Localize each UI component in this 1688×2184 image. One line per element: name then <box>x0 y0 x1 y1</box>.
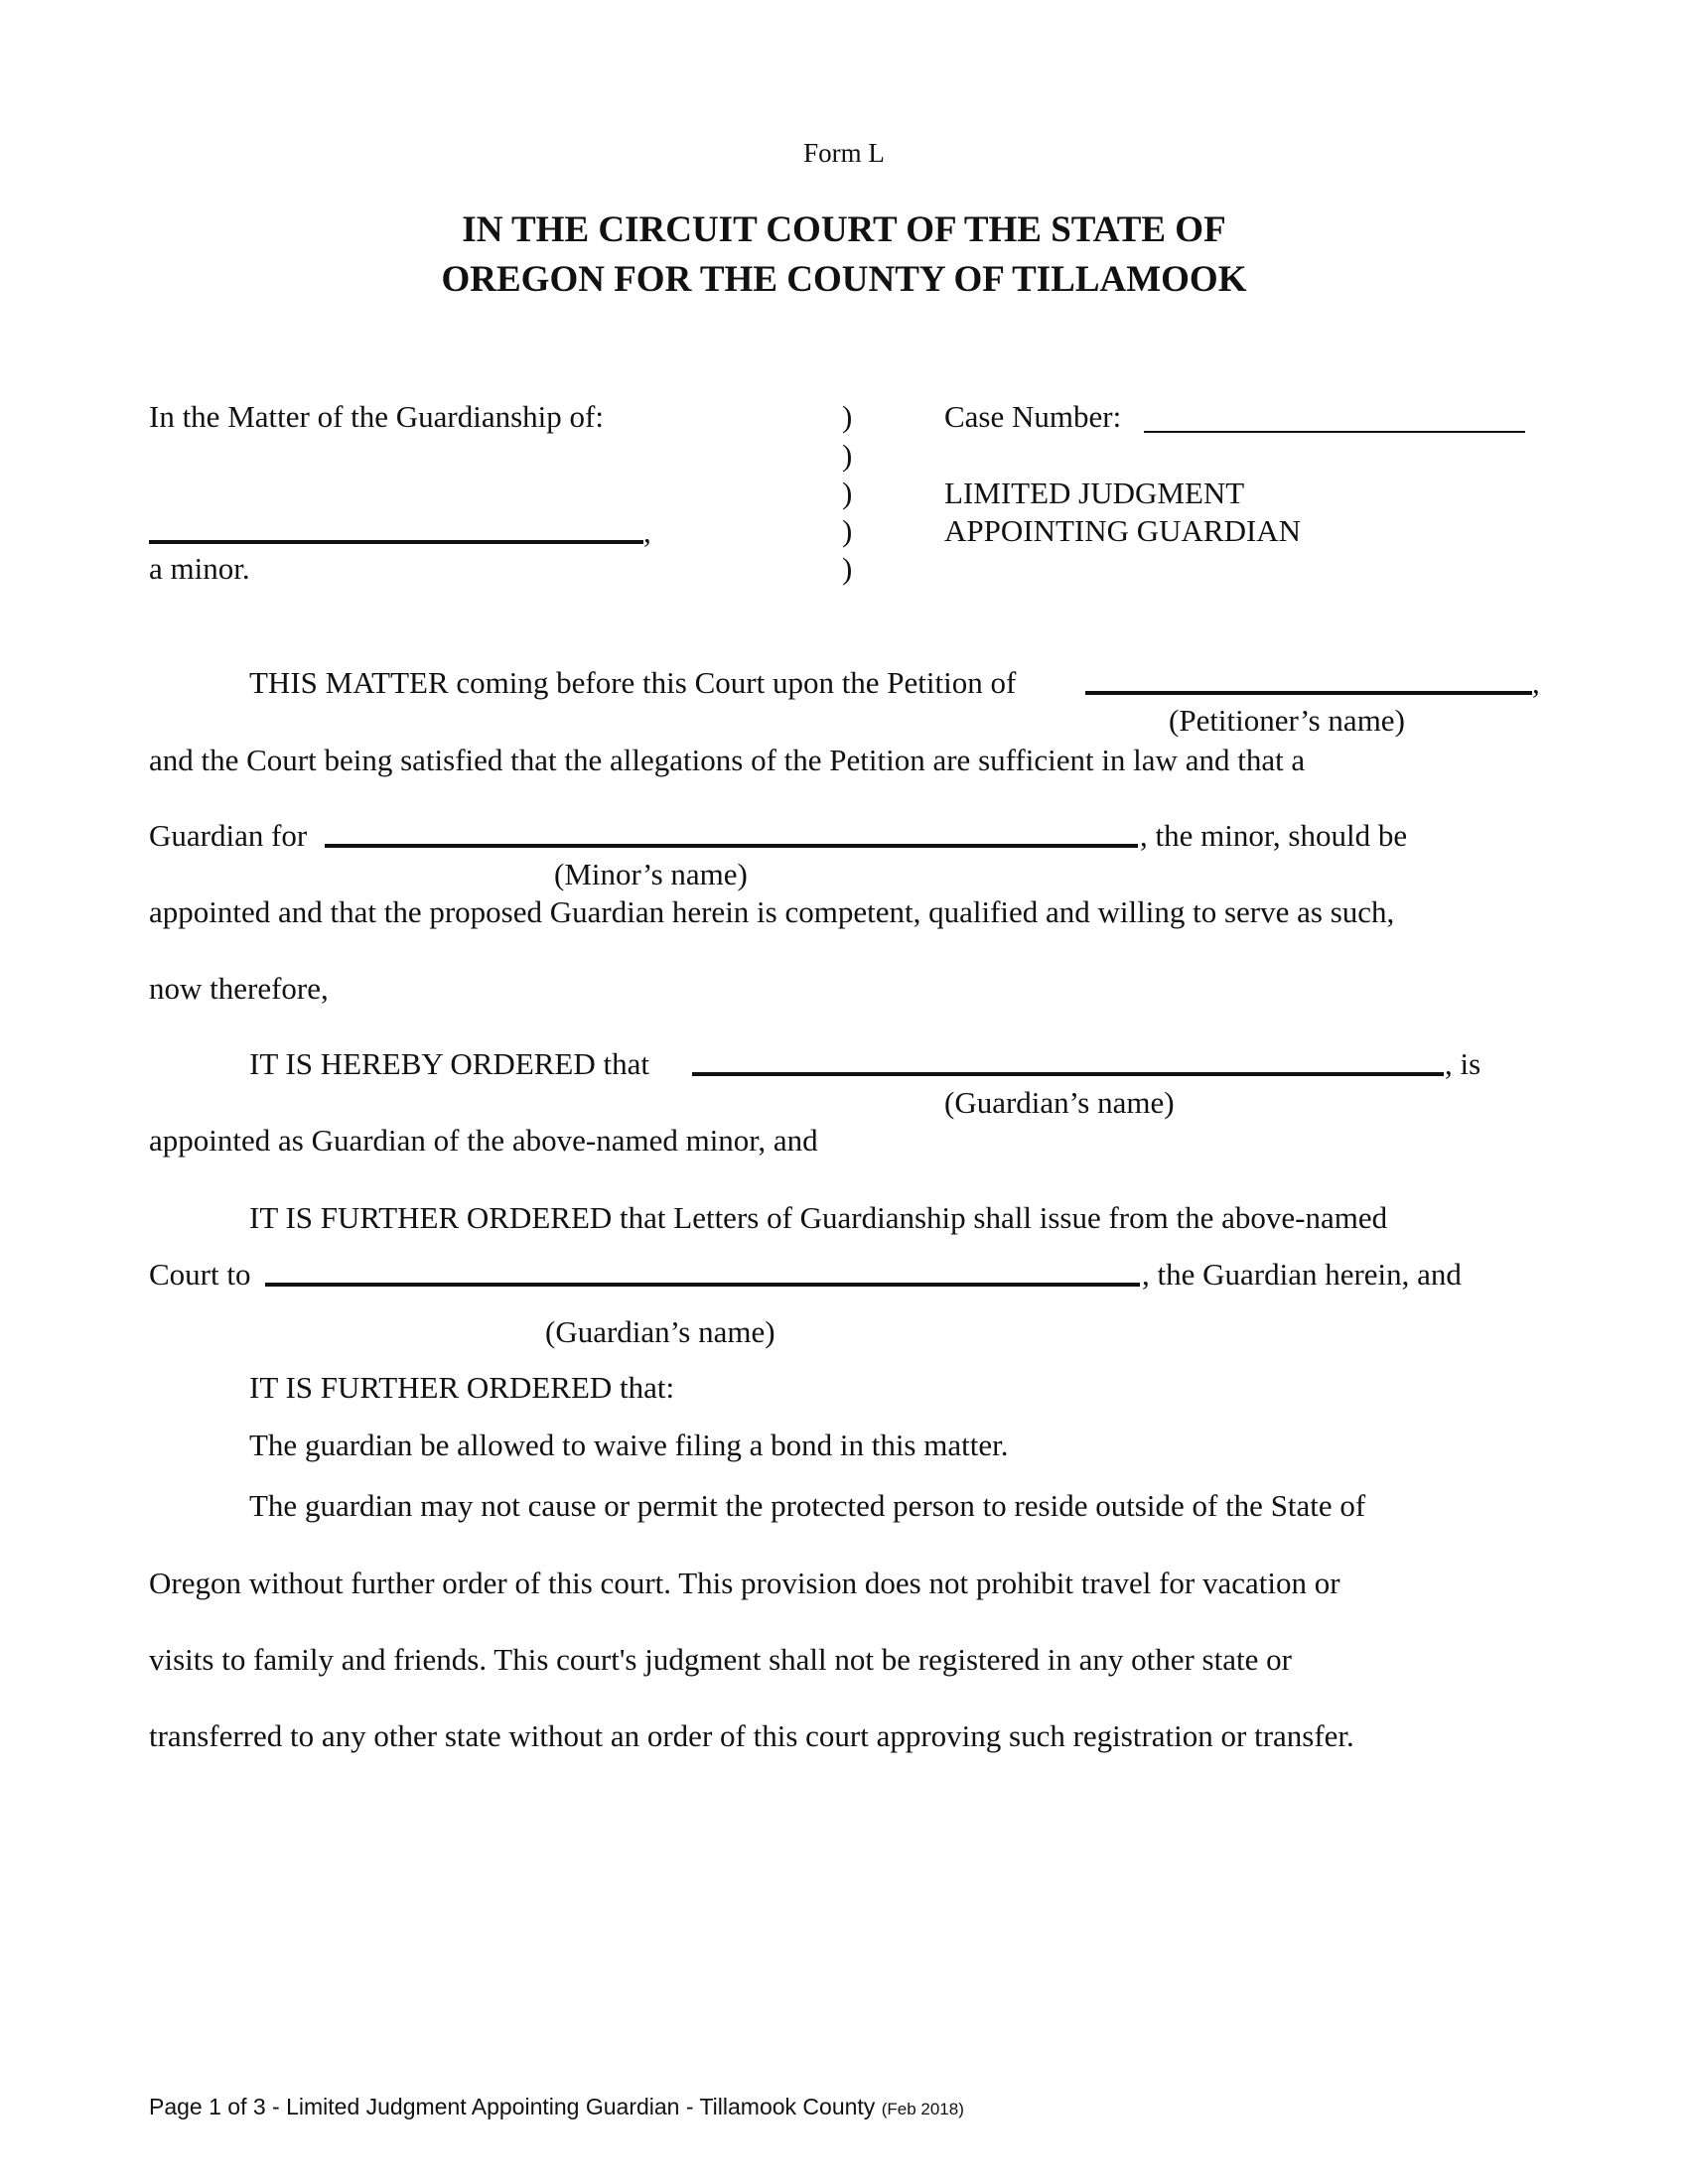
reside-text: visits to family and friends. This court's judgment shall not be registered in any other state or <box>149 1642 1292 1677</box>
minor-label: a minor. <box>149 551 250 586</box>
matter-label: In the Matter of the Guardianship of: <box>149 399 604 434</box>
court-to-label: Court to <box>149 1257 251 1292</box>
minor-name-blank[interactable] <box>325 844 1138 848</box>
footer-text: Page 1 of 3 - Limited Judgment Appointing Guardian - Tillamook County <box>149 2094 876 2119</box>
case-number-label: Case Number: <box>944 399 1122 434</box>
caption-paren: ) <box>842 476 853 510</box>
letters-guardian-name-blank[interactable] <box>265 1283 1140 1287</box>
form-label: Form L <box>803 138 885 168</box>
reside-text: transferred to any other state without an order of this court approving such registration or transfer. <box>149 1718 1354 1753</box>
caption-paren: ) <box>842 399 853 434</box>
case-number-blank[interactable] <box>1144 431 1525 433</box>
order-3-text: IT IS FURTHER ORDERED that: <box>249 1370 675 1405</box>
guardian-hint: (Guardian’s name) <box>944 1085 1175 1120</box>
paragraph-line: appointed and that the proposed Guardian herein is competent, qualified and willing to serve as such, <box>149 894 1395 929</box>
paragraph-line: appointed as Guardian of the above-named minor, and <box>149 1123 818 1158</box>
footer-date: (Feb 2018) <box>881 2100 964 2118</box>
paragraph-text: , is <box>1445 1046 1481 1081</box>
ward-name-blank[interactable] <box>149 540 643 544</box>
page-footer <box>149 2089 964 2127</box>
guardian-name-blank[interactable] <box>692 1072 1444 1076</box>
doc-title-line-1: LIMITED JUDGMENT <box>944 476 1245 510</box>
reside-text: Oregon without further order of this court. This provision does not prohibit travel for vacation or <box>149 1566 1340 1600</box>
caption-paren: ) <box>842 438 853 473</box>
order-1-text: IT IS HEREBY ORDERED that <box>249 1046 649 1081</box>
paragraph-text: , the minor, should be <box>1140 818 1408 853</box>
court-title-line-1: IN THE CIRCUIT COURT OF THE STATE OF <box>462 209 1226 250</box>
paragraph-line: and the Court being satisfied that the allegations of the Petition are sufficient in law and that a <box>149 743 1306 777</box>
caption-paren: ) <box>842 551 853 586</box>
reside-text: The guardian may not cause or permit the protected person to reside outside of the State of <box>249 1488 1366 1523</box>
comma: , <box>643 514 651 549</box>
petition-text: THIS MATTER coming before this Court upon the Petition of <box>249 665 1017 700</box>
guardian-hint: (Guardian’s name) <box>545 1314 775 1349</box>
paragraph-text: , the Guardian herein, and <box>1142 1257 1462 1292</box>
court-title-line-2: OREGON FOR THE COUNTY OF TILLAMOOK <box>441 259 1247 300</box>
petitioner-hint: (Petitioner’s name) <box>1169 703 1405 738</box>
petitioner-name-blank[interactable] <box>1085 691 1532 695</box>
caption-paren: ) <box>842 513 853 548</box>
order-2-text: IT IS FURTHER ORDERED that Letters of Guardianship shall issue from the above-named <box>249 1200 1388 1235</box>
minor-hint: (Minor’s name) <box>554 857 748 891</box>
comma: , <box>1532 665 1540 700</box>
guardian-for-label: Guardian for <box>149 818 308 853</box>
doc-title-line-2: APPOINTING GUARDIAN <box>944 513 1302 548</box>
bond-text: The guardian be allowed to waive filing a bond in this matter. <box>249 1428 1009 1462</box>
paragraph-line: now therefore, <box>149 971 329 1006</box>
